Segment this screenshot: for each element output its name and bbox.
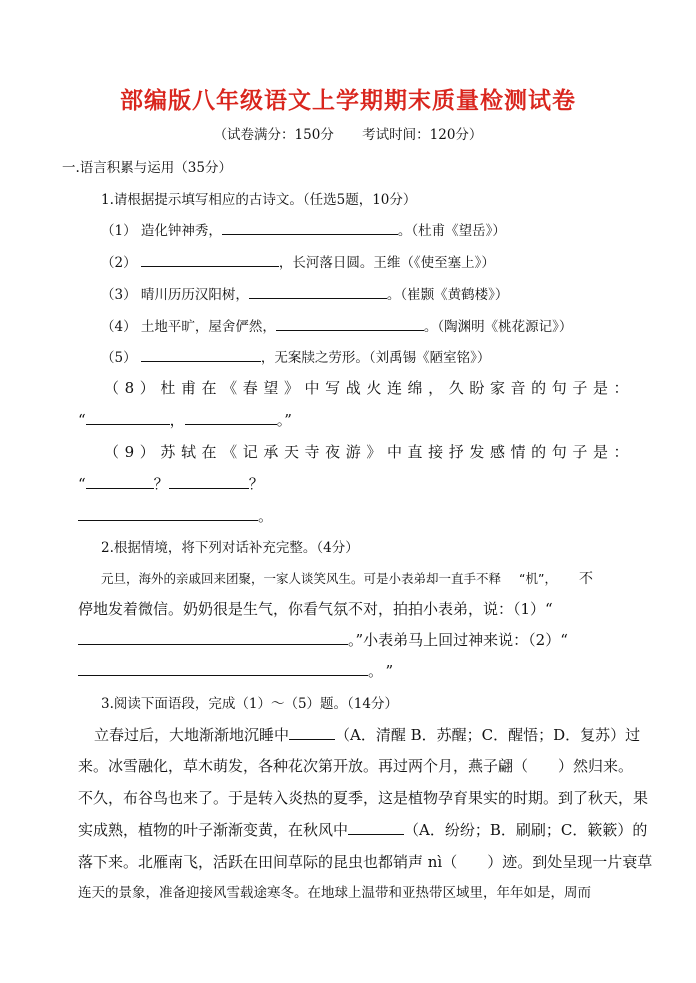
q1-item-1: （1） 造化钟神秀， 。（杜甫《望岳》） (101, 219, 506, 239)
q3-line-1: 立春过后，大地渐渐地沉睡中 （A．清醒 B．苏醒；C．醒悟；D．复苏）过 (94, 726, 641, 744)
q2-line-3: 。”小表弟马上回过神来说：（2）“ (78, 629, 568, 650)
exam-info (0, 123, 696, 143)
q1-item-9-answer-2: 。 (78, 505, 273, 526)
page-title: 部编版八年级语文上学期期末质量检测试卷 (120, 88, 576, 114)
q3-prompt: 3.阅读下面语段，完成（1）～（5）题。（14分） (101, 696, 398, 712)
answer-blank[interactable] (222, 220, 398, 235)
answer-blank[interactable] (141, 252, 279, 267)
q3-line-2: 来。冰雪融化，草木萌发，各种花次第开放。再过两个月，燕子翩（ ）然归来。 (78, 757, 634, 775)
q3-line-4: 实成熟，植物的叶子渐渐变黄，在秋风中 （A．纷纷；B．刷刷；C．簌簌）的 (78, 821, 648, 839)
q1-item-5: （5） ，无案牍之劳形。（刘禹锡《陋室铭》） (101, 346, 490, 366)
q3-line-3: 不久，布谷鸟也来了。于是转入炎热的夏季，这是植物孕育果实的时期。到了秋天，果 (78, 789, 649, 807)
full-score: （试卷满分：150分 (213, 127, 334, 143)
answer-blank[interactable] (169, 474, 249, 489)
q3-line-6: 连天的景象，准备迎接风雪载途寒冬。在地球上温带和亚热带区域里，年年如是，周而 (78, 885, 591, 901)
answer-blank[interactable] (289, 725, 335, 740)
answer-blank[interactable] (78, 661, 368, 676)
q2-prompt: 2.根据情境，将下列对话补充完整。（4分） (101, 540, 359, 556)
answer-blank[interactable] (185, 410, 277, 425)
q1-item-9: （9）苏轼在《记承天寺夜游》中直接抒发感情的句子是： (104, 443, 635, 461)
answer-blank[interactable] (86, 410, 170, 425)
answer-blank[interactable] (348, 820, 404, 835)
answer-blank[interactable] (249, 284, 387, 299)
q1-item-8-answer: “ ， 。” (78, 411, 292, 429)
exam-time: 考试时间：120分） (362, 127, 483, 143)
q2-line-2: 停地发着微信。奶奶很是生气，你看气氛不对，拍拍小表弟，说：（1）“ (78, 600, 553, 618)
answer-blank[interactable] (276, 316, 424, 331)
q1-item-8: （8）杜甫在《春望》中写战火连绵，久盼家音的句子是： (104, 379, 635, 397)
q3-line-5: 落下来。北雁南飞，活跃在田间草际的昆虫也都销声 nì（ ）迹。到处呈现一片衰草 (78, 853, 653, 871)
q1-item-2: （2） ，长河落日圆。王维（《使至塞上》） (101, 251, 495, 271)
answer-blank[interactable] (86, 474, 154, 489)
answer-blank[interactable] (78, 630, 348, 645)
q2-line-1: 元旦，海外的亲戚回来团聚，一家人谈笑风生。可是小表弟却一直手不释 “机”， 不 (101, 571, 593, 587)
q1-item-4: （4） 土地平旷，屋舍俨然， 。（陶渊明《桃花源记》） (101, 315, 572, 335)
section-heading: 一.语言积累与运用（35分） (62, 160, 232, 176)
answer-blank[interactable] (141, 347, 261, 362)
q1-prompt: 1.请根据提示填写相应的古诗文。（任选5题，10分） (101, 192, 417, 208)
q1-item-9-answer: “ ？ ？ (78, 475, 264, 493)
q2-line-4: 。” (78, 660, 403, 681)
q1-item-3: （3） 晴川历历汉阳树， 。（崔颢《黄鹤楼》） (101, 283, 508, 303)
answer-blank[interactable] (78, 506, 258, 521)
